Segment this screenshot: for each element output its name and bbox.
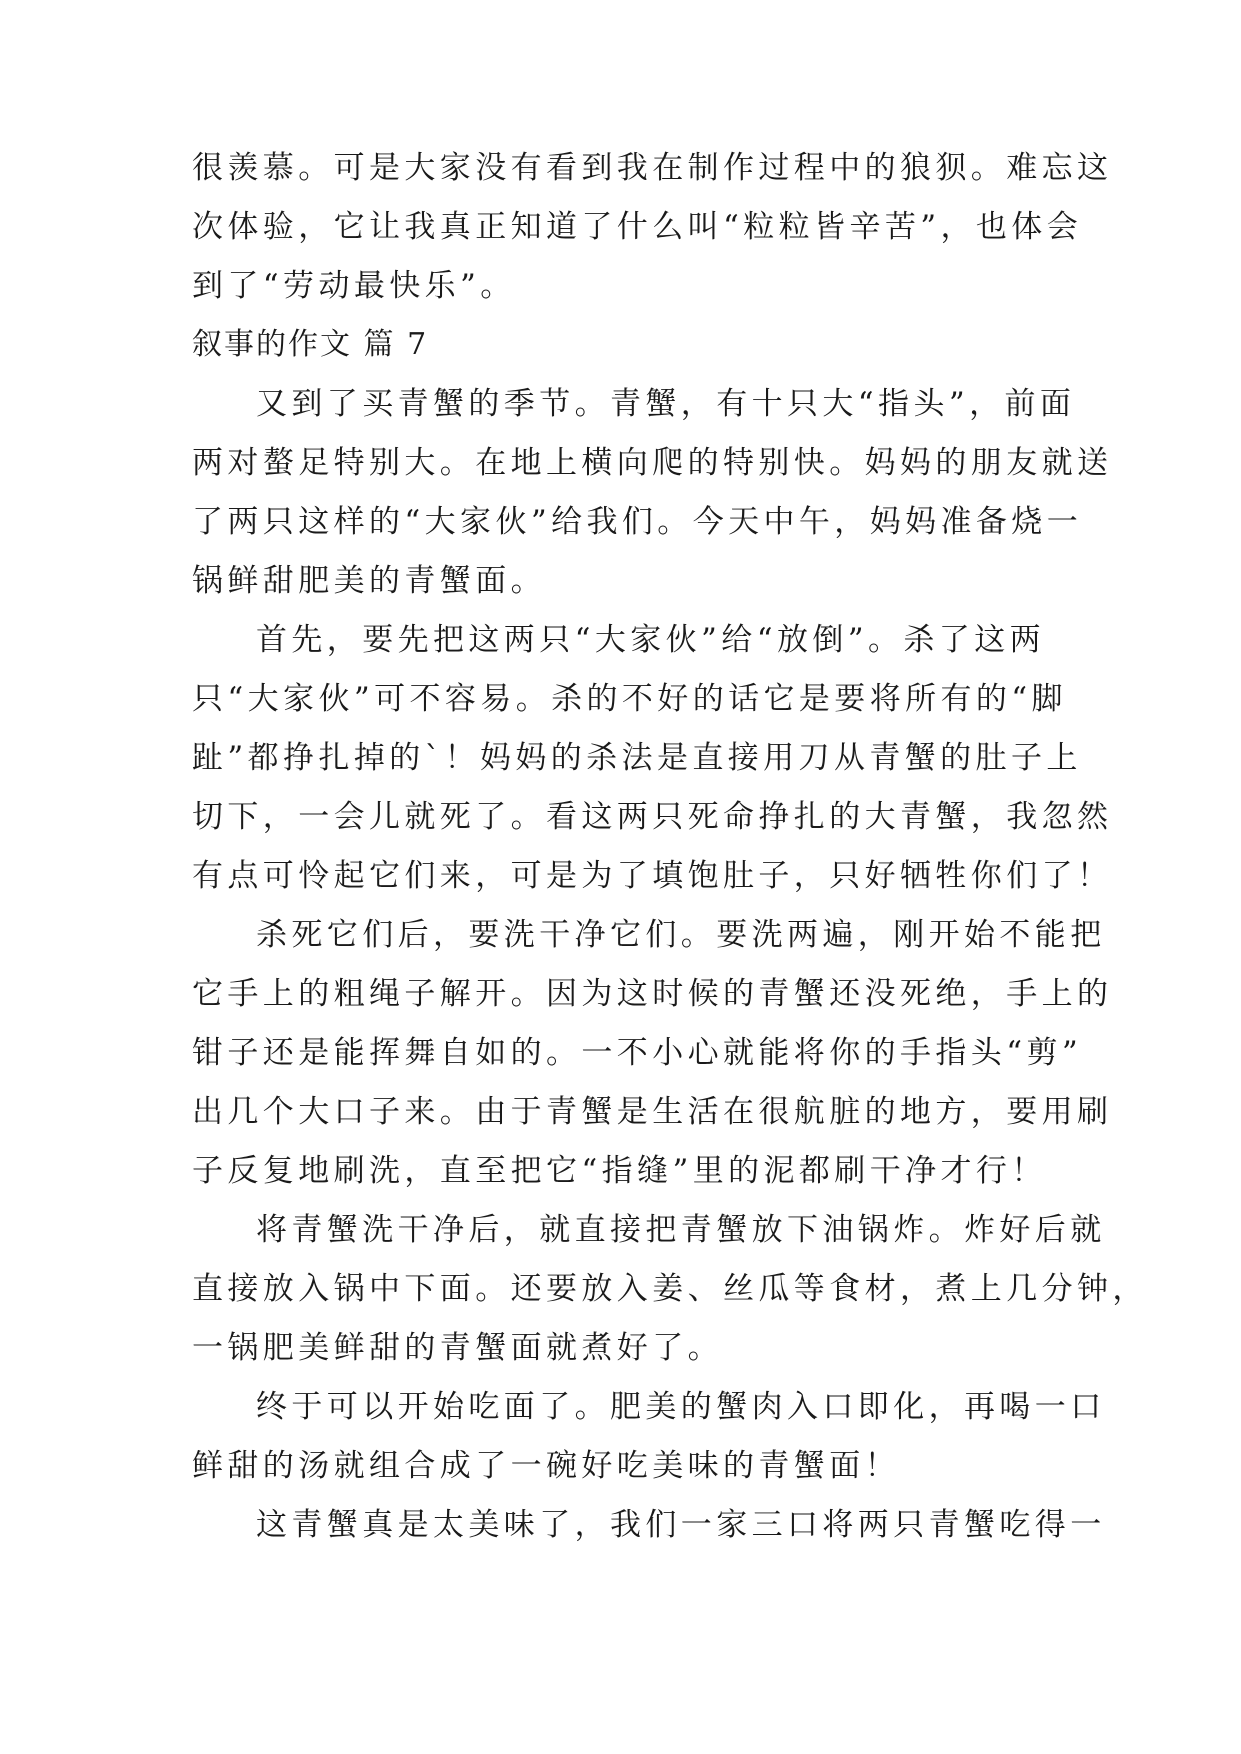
text-line: 鲜甜的汤就组合成了一碗好吃美味的青蟹面！ [192, 1448, 900, 1484]
text-line: 直接放入锅中下面。还要放入姜、丝瓜等食材，煮上几分钟， [192, 1271, 1148, 1307]
text-line: 趾”都挣扎掉的`！妈妈的杀法是直接用刀从青蟹的肚子上 [192, 740, 1082, 776]
text-line: 了两只这样的“大家伙”给我们。今天中午，妈妈准备烧一 [192, 504, 1083, 540]
text-line: 有点可怜起它们来，可是为了填饱肚子，只好牺牲你们了！ [192, 858, 1113, 894]
text-line: 切下，一会儿就死了。看这两只死命挣扎的大青蟹，我忽然 [192, 799, 1113, 835]
paragraph-first-line: 将青蟹洗干净后，就直接把青蟹放下油锅炸。炸好后就 [256, 1212, 1106, 1248]
text-line: 到了“劳动最快乐”。 [192, 268, 516, 304]
text-line: 两对螯足特别大。在地上横向爬的特别快。妈妈的朋友就送 [192, 445, 1113, 481]
text-line: 锅鲜甜肥美的青蟹面。 [192, 563, 546, 599]
section-heading: 叙事的作文 篇 7 [192, 327, 429, 362]
text-line: 子反复地刷洗，直至把它“指缝”里的泥都刷干净才行！ [192, 1153, 1047, 1189]
paragraph-first-line: 杀死它们后，要洗干净它们。要洗两遍，刚开始不能把 [256, 917, 1106, 953]
text-line: 出几个大口子来。由于青蟹是生活在很航脏的地方，要用刷 [192, 1094, 1113, 1130]
text-line: 一锅肥美鲜甜的青蟹面就煮好了。 [192, 1330, 723, 1366]
text-line: 只“大家伙”可不容易。杀的不好的话它是要将所有的“脚 [192, 681, 1067, 717]
paragraph-first-line: 这青蟹真是太美味了，我们一家三口将两只青蟹吃得一 [256, 1507, 1106, 1543]
text-line: 钳子还是能挥舞自如的。一不小心就能将你的手指头“剪” [192, 1035, 1083, 1071]
paragraph-first-line: 又到了买青蟹的季节。青蟹，有十只大“指头”，前面 [256, 386, 1076, 422]
text-line: 次体验，它让我真正知道了什么叫“粒粒皆辛苦”，也体会 [192, 209, 1083, 245]
paragraph-first-line: 首先，要先把这两只“大家伙”给“放倒”。杀了这两 [256, 622, 1045, 658]
paragraph-first-line: 终于可以开始吃面了。肥美的蟹肉入口即化，再喝一口 [256, 1389, 1106, 1425]
text-line: 很羡慕。可是大家没有看到我在制作过程中的狼狈。难忘这 [192, 150, 1113, 186]
text-line: 它手上的粗绳子解开。因为这时候的青蟹还没死绝，手上的 [192, 976, 1113, 1012]
